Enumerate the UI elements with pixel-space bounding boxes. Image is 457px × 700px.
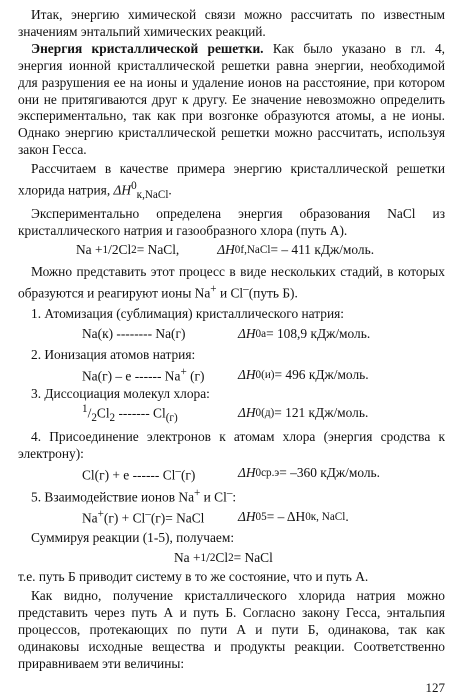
step-5-equation: Na+(г) + Cl–(г)= NaCl ΔH 0 5 = – ΔH 0 к, NaCl . (82, 508, 349, 526)
step-2-title: 2. Ионизация атомов натрия: (31, 347, 196, 363)
summary-equation: Na + 1 / 2 Cl 2 = NaCl (174, 549, 273, 565)
paragraph-conclusion: т.е. путь Б приводит систему в то же состояние, что и путь А. (18, 569, 369, 585)
step-5-title: 5. Взаимодействие ионов Na+ и Cl–: (31, 486, 237, 505)
step-1-title: 1. Атомизация (сублимация) кристаллического натрия: (31, 306, 345, 322)
step-2-equation: Na(г) – e ------ Na+ (г) ΔH 0 (и) = 496 кДж/моль. (82, 366, 369, 384)
paragraph-lattice-energy: Энергия кристаллической решетки. Как было указано в гл. 4, энергия ионной кристаллической решетки равна энергии, необходимой для разрушения ее на ионы и удаление ионов на расстояние, при котором они не притягиваются друг к другу. Ее значение невозможно определить экспериментально, так как при возгонке образуются атомы, а не ионы. Однако энергию кристаллической решетки можно рассчитать, используя закон Гесса. (18, 40, 445, 158)
summary-title: Суммируя реакции (1-5), получаем: (31, 530, 235, 546)
paragraph-example: Рассчитаем в качестве примера энергию кристаллической решетки хлорида натрия, $\Delta H^0_{к,NaCl}$. (18, 161, 445, 202)
section-heading: Энергия кристаллической решетки. (31, 40, 264, 56)
paragraph-path-a: Экспериментально определена энергия образования NaCl из кристаллического натрия и газообразного хлора (путь А). (18, 206, 445, 239)
equation-path-a: Na + 1 /2 Cl 2 = NaCl, ΔH 0 f,NaCl = – 411 кДж/моль. (76, 242, 375, 258)
step-4-equation: Cl(г) + e ------ Cl–(г) ΔH 0 ср.э = –360 кДж/моль. (82, 465, 380, 483)
step-3-title: 3. Диссоциация молекул хлора: (31, 386, 210, 402)
step-3-equation: $^1/_2Cl_2$ ------- $Cl_{(г)}$ ΔH 0 (д) = 121 кДж/моль. (82, 402, 369, 425)
page-content (18, 7, 445, 672)
paragraph-path-b: Можно представить этот процесс в виде нескольких стадий, в которых образуются и реагируют ионы Na+ и Cl–(путь Б). (18, 263, 445, 301)
step-1-equation: Na(к) -------- Na(г) ΔH 0 a = 108,9 кДж/моль. (82, 325, 371, 341)
step-4-title: 4. Присоединение электронов к атомам хлора (энергия сродства к электрону): (18, 428, 445, 461)
page-number: 127 (425, 680, 445, 695)
paragraph-hess-law: Как видно, получение кристаллического хлорида натрия можно представить через путь А и путь Б. Согласно закону Гесса, энтальпия процессов, протекающих по пути А и пути Б, одинакова, так как одинаковы исходные вещества и продукты реакции. Соответственно приравниваем эти величины: (18, 587, 445, 671)
paragraph-intro: Итак, энергию химической связи можно рассчитать по известным значениям энтальпий химических реакций. (18, 7, 445, 39)
